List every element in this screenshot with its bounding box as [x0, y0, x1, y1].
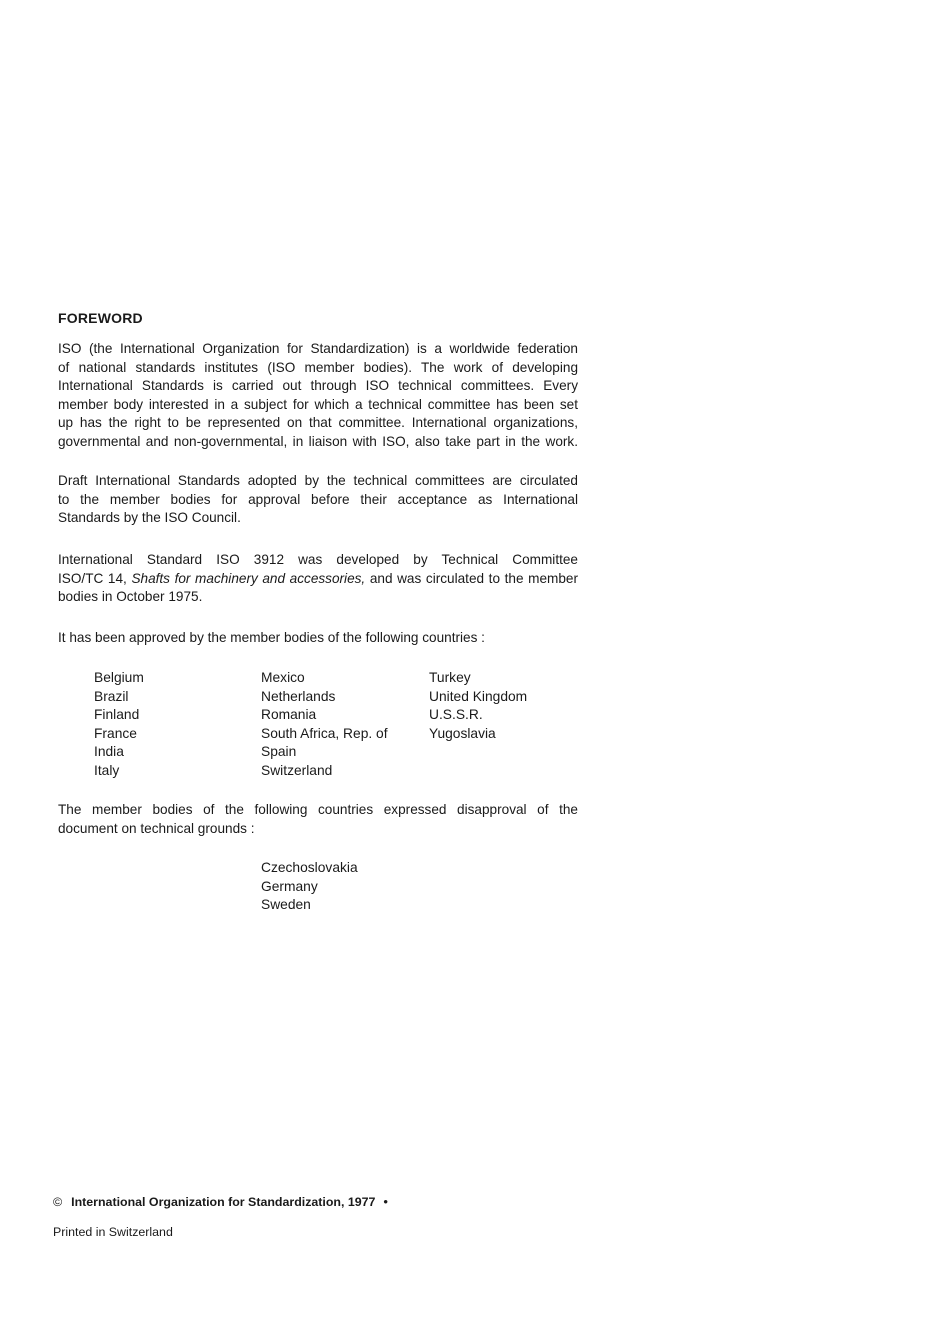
- foreword-heading: FOREWORD: [58, 310, 143, 326]
- paragraph-line: of national standards institutes (ISO member bodies). The work of developing: [58, 359, 578, 375]
- foreword-paragraph-draft-standards: [58, 472, 578, 528]
- copyright-notice: [53, 1195, 388, 1209]
- paragraph-line: [58, 570, 578, 589]
- paragraph-line: up has the right to be represented on that committee. International organizations,: [58, 415, 578, 431]
- line-prefix: ISO/TC 14,: [58, 570, 132, 586]
- paragraph-line: bodies in October 1975.: [58, 589, 203, 605]
- country-item: Finland: [94, 707, 140, 722]
- copyright-text: International Organization for Standardization, 1977: [71, 1195, 376, 1209]
- foreword-paragraph-standard-development: [58, 551, 578, 607]
- countries-column-2: [261, 669, 388, 780]
- disapproving-countries-list: [261, 859, 358, 915]
- paragraph-line: ISO (the International Organization for Standardization) is a worldwide federation: [58, 341, 578, 356]
- country-item: Belgium: [94, 670, 144, 685]
- country-item: U.S.S.R.: [429, 707, 483, 722]
- country-item: South Africa, Rep. of: [261, 725, 388, 741]
- country-item: Netherlands: [261, 688, 336, 704]
- countries-column-3: [429, 669, 527, 743]
- paragraph-line: International Standards is carried out through ISO technical committees. Every: [58, 378, 578, 394]
- country-item: Czechoslovakia: [261, 860, 358, 875]
- copyright-icon: ©: [53, 1195, 63, 1209]
- printed-in-note: Printed in Switzerland: [53, 1225, 173, 1239]
- paragraph-line: member body interested in a subject for which a technical committee has been set: [58, 396, 578, 412]
- committee-title: Shafts for machinery and accessories,: [131, 570, 366, 586]
- bullet-icon: •: [383, 1195, 388, 1209]
- country-item: Switzerland: [261, 762, 333, 778]
- paragraph-line: Standards by the ISO Council.: [58, 510, 241, 526]
- paragraph-line: to the member bodies for approval before their acceptance as International: [58, 491, 578, 507]
- paragraph-line: It has been approved by the member bodies of the following countries :: [58, 630, 485, 645]
- foreword-paragraph-disapproval: [58, 801, 578, 838]
- country-item: Brazil: [94, 688, 129, 704]
- paragraph-line: The member bodies of the following countries expressed disapproval of the: [58, 802, 578, 817]
- paragraph-line: document on technical grounds :: [58, 820, 255, 836]
- paragraph-line: Draft International Standards adopted by the technical committees are circulated: [58, 473, 578, 488]
- country-item: Italy: [94, 762, 120, 778]
- countries-column-1: [94, 669, 144, 780]
- country-item: Germany: [261, 878, 318, 894]
- country-item: Yugoslavia: [429, 725, 496, 741]
- country-item: India: [94, 744, 124, 759]
- country-item: Turkey: [429, 670, 471, 685]
- foreword-paragraph-approval-intro: [58, 629, 528, 648]
- country-item: France: [94, 725, 137, 741]
- country-item: Romania: [261, 707, 317, 722]
- line-suffix: and was circulated to the member: [365, 570, 578, 586]
- country-item: Sweden: [261, 897, 311, 912]
- country-item: United Kingdom: [429, 688, 528, 704]
- paragraph-line: governmental and non-governmental, in liaison with ISO, also take part in the work.: [58, 433, 578, 449]
- foreword-paragraph-iso-intro: [58, 340, 578, 452]
- country-item: Mexico: [261, 670, 305, 685]
- paragraph-line: International Standard ISO 3912 was developed by Technical Committee: [58, 552, 578, 567]
- country-item: Spain: [261, 744, 297, 759]
